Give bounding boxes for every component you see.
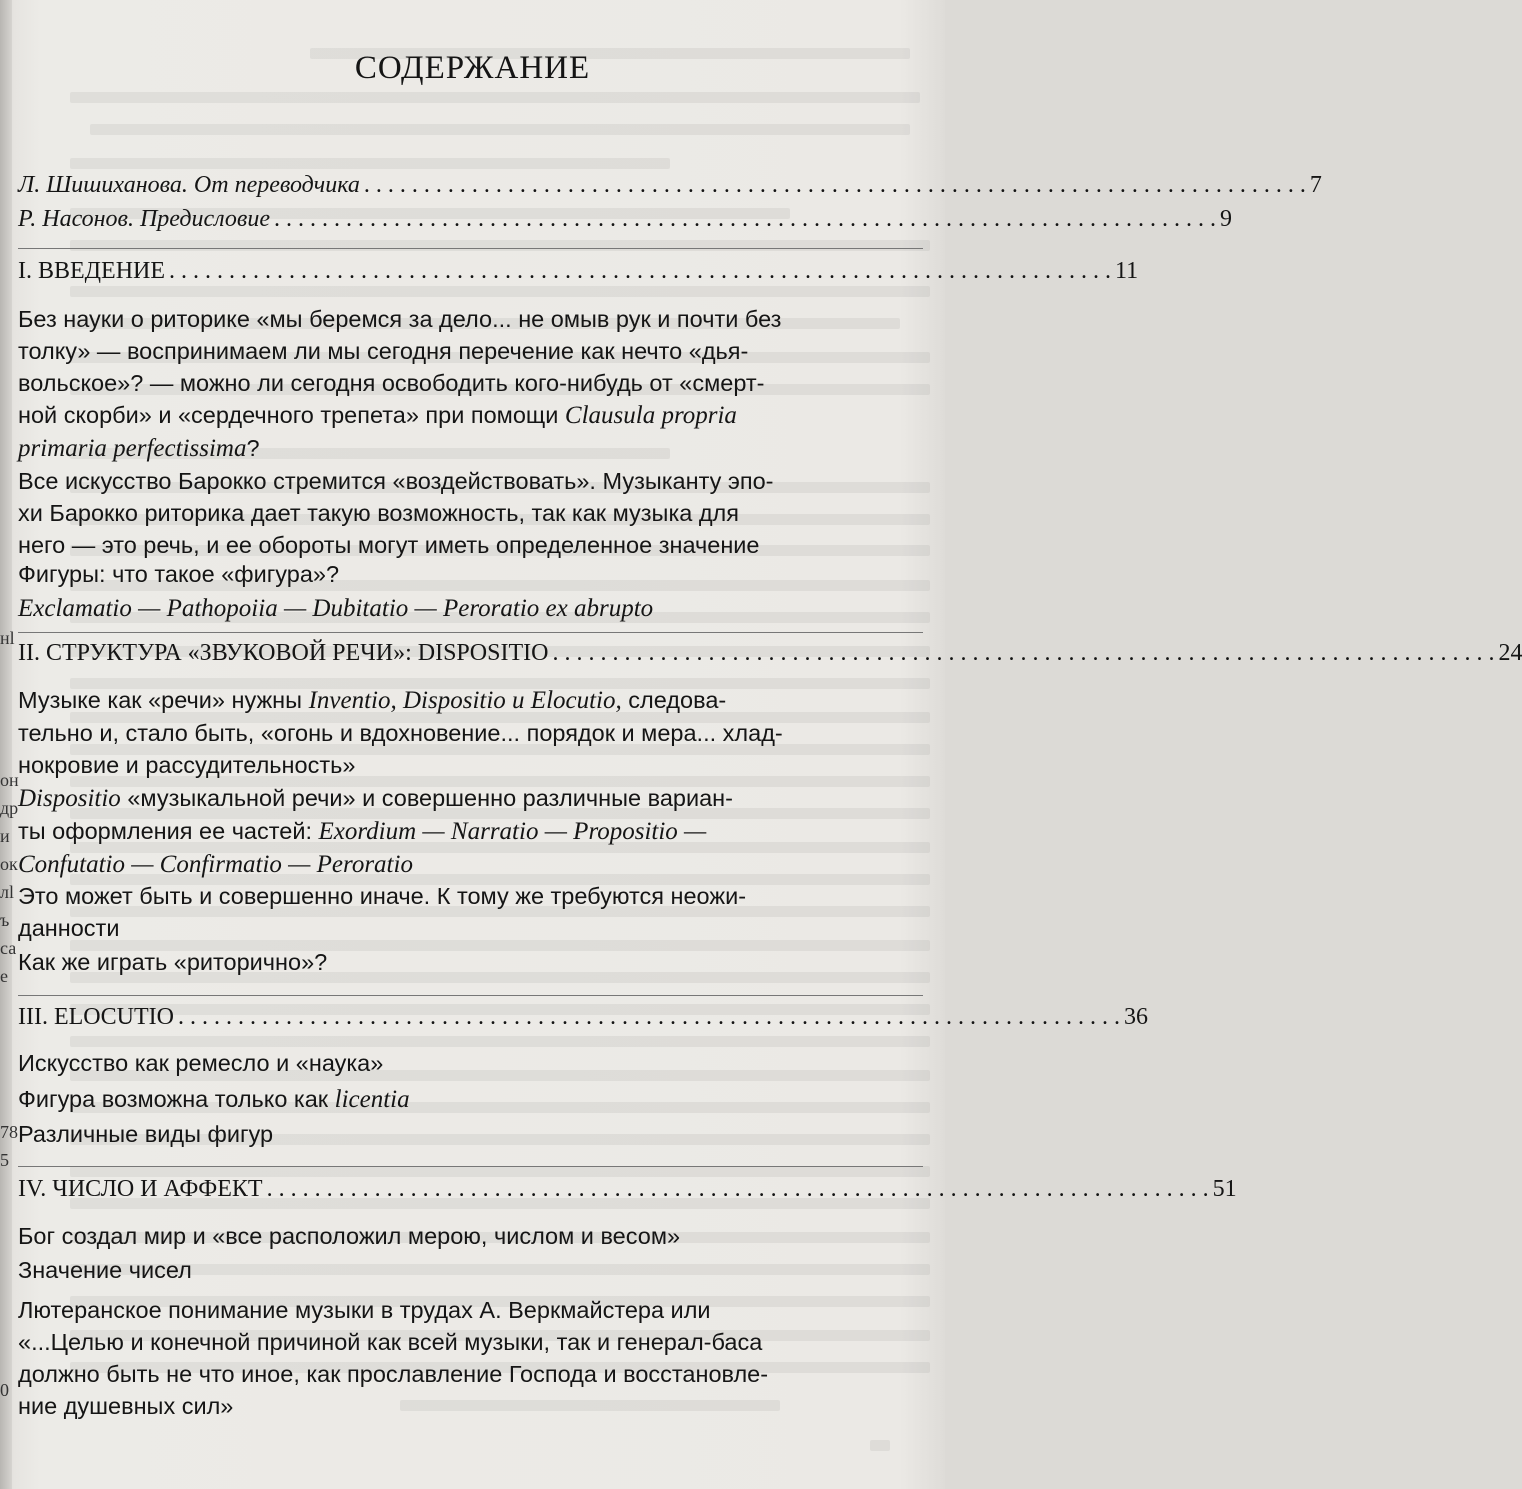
toc-entry-title: Л. Шишиханова. От переводчика bbox=[18, 172, 360, 198]
dot-leader bbox=[364, 172, 1306, 199]
section-heading: I. ВВЕДЕНИЕ bbox=[18, 258, 166, 284]
margin-fragment: са bbox=[0, 938, 17, 958]
dot-leader bbox=[274, 206, 1216, 233]
subentry-rhetoric-science: Без науки о риторике «мы беремся за дело... не омыв рук и почти без толку» — воспринимаем ли мы сегодня перечение как нечто «дья- вольское»? — можно ли сегодня освободить кого-нибудь от «смерт- ной скорби» и «сердечного трепета» при помощи Clausula propria primaria perfectissima? bbox=[18, 306, 782, 462]
toc-section-2[interactable] bbox=[18, 640, 1522, 667]
subentry-licentia: Фигура возможна только как licentia bbox=[18, 1086, 410, 1113]
subentry-craft: Искусство как ремесло и «наука» bbox=[18, 1050, 384, 1076]
toc-page-number: 36 bbox=[1123, 1004, 1148, 1030]
section-divider bbox=[18, 995, 923, 996]
toc-section-4[interactable] bbox=[18, 1176, 1237, 1203]
margin-fragment: ок bbox=[0, 854, 18, 874]
margin-fragment: он bbox=[0, 770, 19, 790]
dot-leader bbox=[552, 640, 1494, 667]
section-divider bbox=[18, 632, 923, 633]
toc-section-3[interactable] bbox=[18, 1004, 1148, 1031]
subentry-god-created: Бог создал мир и «все расположил мерою, числом и весом» bbox=[18, 1223, 681, 1249]
margin-fragment: е bbox=[0, 966, 8, 986]
page-title: СОДЕРЖАНИЕ bbox=[354, 50, 591, 86]
margin-fragment: 5 bbox=[0, 1150, 9, 1170]
subentry-otherwise: Это может быть и совершенно иначе. К тому же требуются неожи- данности bbox=[18, 883, 747, 941]
subentry-how-to-play: Как же играть «риторично»? bbox=[18, 949, 328, 975]
section-heading: II. СТРУКТУРА «ЗВУКОВОЙ РЕЧИ»: DISPOSITIO bbox=[18, 640, 549, 666]
subentry-figures: Фигуры: что такое «фигура»? bbox=[18, 561, 340, 587]
page-spine bbox=[0, 0, 19, 1489]
margin-fragment: ъ bbox=[0, 910, 10, 930]
section-heading: IV. ЧИСЛО И АФФЕКТ bbox=[18, 1176, 263, 1202]
toc-page-number: 7 bbox=[1309, 172, 1322, 198]
subentry-lutheran: Лютеранское понимание музыки в трудах А. Веркмайстера или «...Целью и конечной причиной как всей музыки, так и генерал-баса должно быть не что иное, как прославление Господа и восстановле- ние душевных сил» bbox=[18, 1297, 769, 1419]
subentry-inventio: Музыке как «речи» нужны Inventio, Dispositio и Elocutio, следова- тельно и, стало быть, «огонь и вдохновение... порядок и мера... хлад- нокровие и рассудительность» bbox=[18, 687, 783, 778]
toc-page-number: 11 bbox=[1115, 258, 1139, 284]
subentry-numbers: Значение чисел bbox=[18, 1257, 192, 1283]
margin-fragment: др bbox=[0, 798, 19, 818]
margin-fragment: нl bbox=[0, 628, 15, 648]
dot-leader bbox=[169, 258, 1111, 285]
dot-leader bbox=[178, 1004, 1120, 1031]
subentry-figures-list: Exclamatio — Pathopoiia — Dubitatio — Peroratio ex abrupto bbox=[18, 595, 654, 622]
toc-page-number: 9 bbox=[1219, 206, 1232, 232]
subentry-figure-types: Различные виды фигур bbox=[18, 1121, 274, 1147]
dot-leader bbox=[267, 1176, 1209, 1203]
toc-page-number: 24 bbox=[1498, 640, 1522, 666]
section-divider bbox=[18, 248, 923, 249]
toc-page-number: 51 bbox=[1212, 1176, 1237, 1202]
toc-entry-translator[interactable] bbox=[18, 172, 1322, 199]
toc-entry-title: Р. Насонов. Предисловие bbox=[18, 206, 270, 232]
margin-fragment: 0 bbox=[0, 1380, 9, 1400]
subentry-baroque-art: Все искусство Барокко стремится «воздействовать». Музыканту эпо- хи Барокко риторика дает такую возможность, так как музыка для него — это речь, и ее обороты могут иметь определенное значение bbox=[18, 468, 774, 558]
toc-entry-preface[interactable] bbox=[18, 206, 1232, 233]
toc-section-1[interactable] bbox=[18, 258, 1139, 285]
section-heading: III. ELOCUTIO bbox=[18, 1004, 174, 1030]
margin-fragment: и bbox=[0, 826, 10, 846]
section-divider bbox=[18, 1166, 923, 1167]
margin-fragment: 78 bbox=[0, 1122, 18, 1142]
subentry-dispositio: Dispositio «музыкальной речи» и совершенно различные вариан- ты оформления ее частей: Exordium — Narratio — Propositio — Confutatio — Confirmatio — Peroratio bbox=[18, 785, 733, 878]
margin-fragment: лl bbox=[0, 882, 14, 902]
